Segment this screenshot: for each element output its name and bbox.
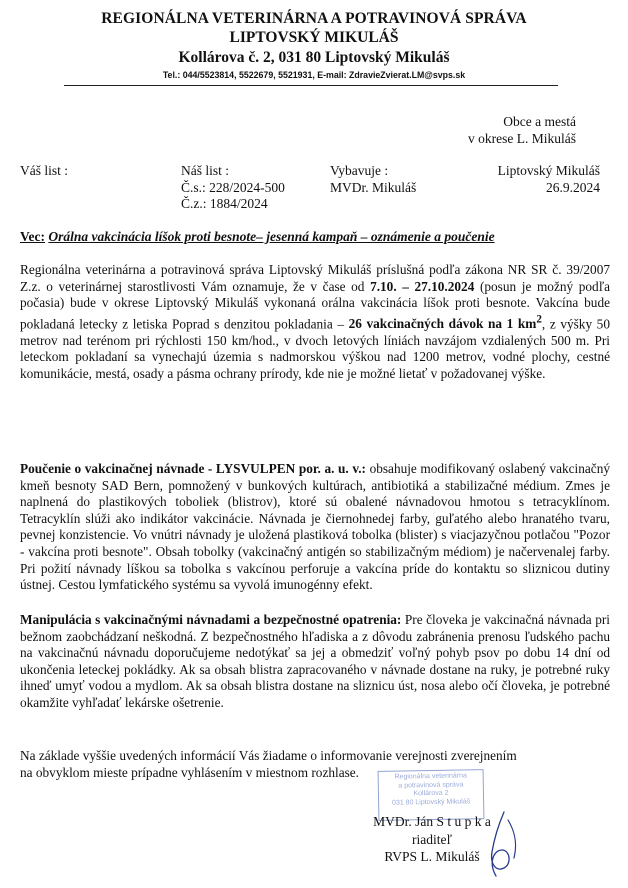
header-org-name: REGIONÁLNA VETERINÁRNA A POTRAVINOVÁ SPRÁVA bbox=[101, 10, 527, 27]
meta-vas-list: Váš list : bbox=[20, 163, 69, 178]
subject-prefix: Vec: bbox=[20, 229, 45, 244]
paragraph-announcement bbox=[20, 262, 610, 383]
para2-heading: Poučenie o vakcinačnej návnade - LYSVULPEN por. a. u. v.: bbox=[20, 461, 366, 476]
header-org-city: LIPTOVSKÝ MIKULÁŠ bbox=[229, 29, 399, 46]
stamp-line-1: Regionálna veterinárna bbox=[394, 772, 467, 781]
header-contact: Tel.: 044/5523814, 5522679, 5521931, E-mail: ZdravieZvierat.LM@svps.sk bbox=[162, 70, 466, 80]
meta-place-date bbox=[498, 163, 600, 196]
handwritten-signature bbox=[474, 806, 534, 882]
signature-name: MVDr. Ján S t u p k a bbox=[373, 814, 491, 829]
meta-vybavuje-label: Vybavuje : bbox=[330, 163, 389, 178]
paragraph-safety bbox=[20, 612, 610, 712]
paragraph-bait-info bbox=[20, 461, 610, 594]
para1-density bbox=[348, 313, 542, 332]
meta-nas-list-label: Náš list : bbox=[181, 163, 230, 178]
meta-cs: Č.s.: 228/2024-500 bbox=[181, 179, 285, 195]
meta-vybavuje bbox=[330, 163, 416, 196]
para1-text-a: Regionálna veterinárna a potravinová správa Liptovský Mikuláš príslušná podľa zákona NR SR č. 39/2007 Z.z. o veterinárnej starostlivosti Vám oznamuje, že v čase od bbox=[20, 262, 610, 294]
paragraph-request bbox=[20, 748, 620, 781]
stamp-line-2: a potravinová správa bbox=[398, 780, 464, 790]
signature-org: RVPS L. Mikuláš bbox=[384, 849, 480, 864]
para1-dates: 7.10. – 27.10.2024 bbox=[370, 278, 475, 294]
stamp-line-4: 031 80 Liptovský Mikuláš bbox=[391, 797, 471, 807]
para1-density-sup: 2 bbox=[536, 313, 542, 326]
signature-title: riaditeľ bbox=[412, 831, 452, 847]
para2-text: obsahuje modifikovaný oslabený vakcinačný kmeň besnoty SAD Bern, pomnožený v bunkových kultúrach, antibiotiká a stabilizačné médium. Zmes je naplnená do plastikových toboliek (blistrov), ktoré sú obalené návnadovou hmotou s tetracyklínom. Tetracyklín slúži ako indikátor vakcinácie. Návnada je čiernohnedej farby, guľatého alebo hranatého tvaru, pevnej konzistencie. Vo vnútri návnady je uložená plastiková tobolka (blister) s viacjazyčnou potlačou "Pozor - vakcína proti besnote". Obsah tobolky (vakcinačný antigén so stabilizačným médiom) je načervenalej farby. Pri požití návnady líškou sa tobolka s vakcínou perforuje a vakcína príde do kontaktu so sliznicou dutiny ústnej. Cestou lymfatického systému sa vyvolá imunogénny efekt. bbox=[20, 461, 610, 593]
meta-cz: Č.z.: 1884/2024 bbox=[181, 196, 268, 211]
recipient-line-2: v okrese L. Mikuláš bbox=[468, 131, 576, 146]
header-address: Kollárova č. 2, 031 80 Liptovský Mikuláš bbox=[178, 49, 450, 66]
para4-line-1: Na základe vyššie uvedených informácií Vás žiadame o informovanie verejnosti zverejnením bbox=[20, 748, 517, 763]
meta-nas-list bbox=[181, 163, 285, 213]
recipient-block bbox=[468, 113, 576, 147]
para4-line-2: na obvyklom mieste prípadne vyhlásením v miestnom rozhlase. bbox=[20, 764, 359, 780]
para1-text-c: (posun je možný podľa počasia) bude v okrese Liptovský Mikuláš vykonaná orálna vakcinácia líšok proti besnote. Vakcína bude pokladaná letecky z letiska Poprad s denzitou pokladania – bbox=[20, 278, 611, 332]
meta-place: Liptovský Mikuláš bbox=[497, 163, 600, 178]
meta-vybavuje-value: MVDr. Mikuláš bbox=[330, 179, 417, 195]
para1-text-e: , z výšky 50 metrov nad terénom pri rýchlosti 150 km/hod., v dvoch letových líniách navzájom vzdialených 500 m. Pri leteckom pokladaní sa vynechajú územia s nadmorskou výškou nad 1200 metrov, vodné plochy, cestné komunikácie, mestá, osady a pásma ochrany prírody, kde nie je možné lietať v požadovanej výške. bbox=[20, 316, 610, 381]
recipient-line-1: Obce a mestá bbox=[503, 114, 576, 129]
para3-text: Pre človeka je vakcinačná návnada pri bežnom zaobchádzaní neškodná. Z bezpečnostného hľadiska a z dôvodu zabránenia prenosu ľudského pachu na vakcinačnú návnadu doporučujeme nedotýkať sa jej a obmedziť voľný pohyb psov po dobu 14 dní od ukončenia leteckej pokládky. Ak sa obsah blistra zapracovaného v návnade dostane na ruky, je potrebné ruky ihneď umyť vodou a mydlom. Ak sa obsah blistra dostane na sliznicu úst, nosa alebo očí človeka, je potrebné okamžite vyhľadať lekárske ošetrenie. bbox=[20, 612, 610, 710]
para1-density-text: 26 vakcinačných dávok na 1 km bbox=[348, 316, 537, 332]
subject-line bbox=[20, 229, 495, 245]
meta-date: 26.9.2024 bbox=[546, 179, 600, 195]
header-divider bbox=[64, 85, 558, 86]
stamp-line-3: Kollárova 2 bbox=[413, 789, 449, 798]
para3-heading: Manipulácia s vakcinačnými návnadami a bezpečnostné opatrenia: bbox=[20, 612, 402, 627]
subject-text: Orálna vakcinácia líšok proti besnote– jesenná kampaň – oznámenie a poučenie bbox=[48, 229, 495, 244]
